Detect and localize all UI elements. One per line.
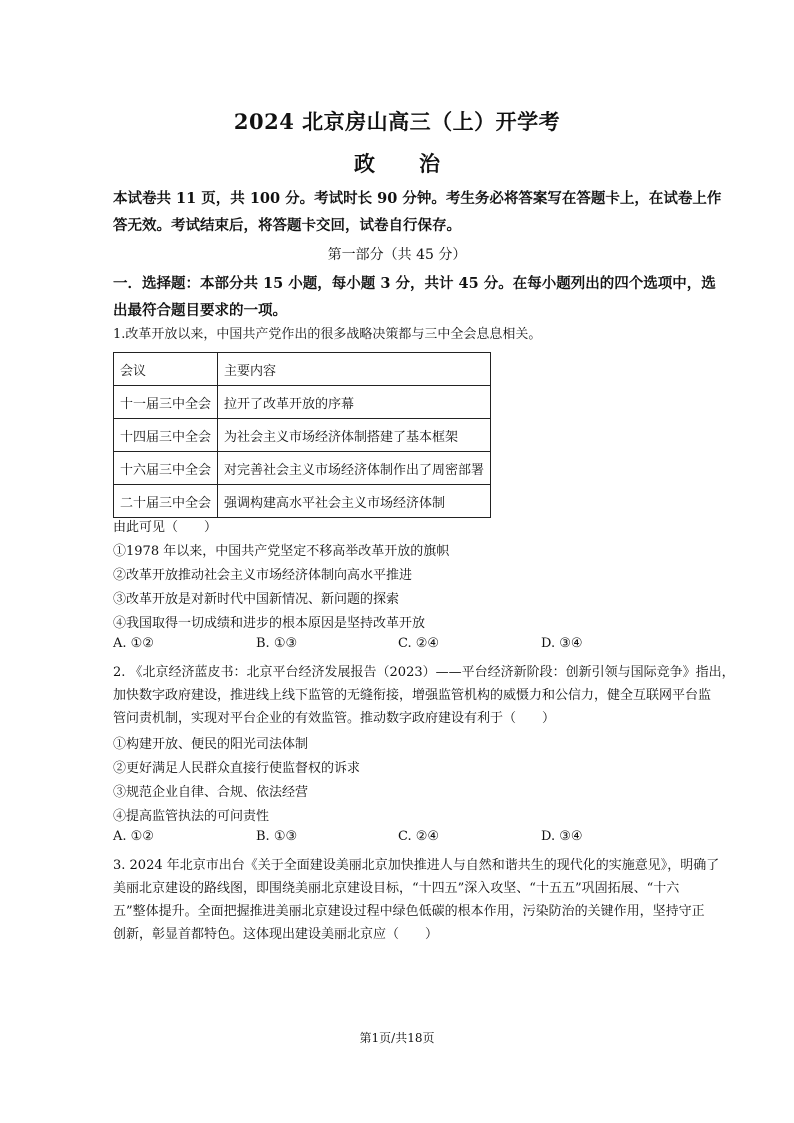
section-heading-line: 出最符合题目要求的一项。	[113, 302, 287, 319]
choice-a[interactable]: A. ①②	[113, 829, 154, 844]
question-3-stem	[113, 854, 720, 946]
table-cell: 二十届三中全会	[114, 485, 218, 518]
choice-d[interactable]: D. ③④	[541, 636, 583, 651]
statement-item: ④我国取得一切成绩和进步的根本原因是坚持改革开放	[113, 616, 426, 631]
choice-d[interactable]: D. ③④	[541, 829, 583, 844]
subject-title	[0, 148, 794, 178]
question-stem-line: 1.改革开放以来，中国共产党作出的很多战略决策都与三中全会息息相关。	[113, 327, 542, 342]
question-1-prompt: 由此可见（ ）	[113, 520, 218, 535]
table-cell: 十四届三中全会	[114, 419, 218, 452]
question-stem-line: 五”整体提升。全面把握推进美丽北京建设过程中绿色低碳的根本作用，污染防治的关键作用，坚持守正	[113, 904, 705, 919]
part-heading: 第一部分（共 45 分）	[327, 247, 467, 263]
exam-title: 2024 北京房山高三（上）开学考	[233, 109, 561, 134]
table-cell: 为社会主义市场经济体制搭建了基本框架	[218, 419, 491, 452]
question-stem-line: 管问责机制，实现对平台企业的有效监管。推动数字政府建设有利于（ ）	[113, 711, 556, 726]
choice-a[interactable]: A. ①②	[113, 636, 154, 651]
subject-char-2: 治	[419, 151, 440, 176]
table-row	[114, 485, 491, 518]
page-number-footer: 第1页/共18页	[359, 1031, 435, 1045]
table-cell: 十六届三中全会	[114, 452, 218, 485]
statement-item: ④提高监管执法的可问责性	[113, 809, 270, 824]
question-2-choices	[113, 829, 653, 852]
statement-item: ①构建开放、便民的阳光司法体制	[113, 737, 309, 752]
choice-c[interactable]: C. ②④	[398, 636, 440, 651]
instruction-line: 本试卷共 11 页，共 100 分。考试时长 90 分钟。考生务必将答案写在答题卡上，在试卷上作	[113, 190, 722, 207]
statement-item: ①1978 年以来，中国共产党坚定不移高举改革开放的旗帜	[113, 544, 450, 559]
choice-b[interactable]: B. ①③	[256, 829, 298, 844]
table-row	[114, 419, 491, 452]
table-row	[114, 386, 491, 419]
question-1-stem	[113, 323, 693, 346]
section-heading-line: 一．选择题：本部分共 15 小题，每小题 3 分，共计 45 分。在每小题列出的四个选项中，选	[113, 275, 716, 292]
question-stem-line: 2. 《北京经济蓝皮书：北京平台经济发展报告（2023）——平台经济新阶段：创新引领与国际竞争》指出，	[113, 665, 735, 680]
instruction-line: 答无效。考试结束后，将答题卡交回，试卷自行保存。	[113, 217, 461, 234]
table-cell: 十一届三中全会	[114, 386, 218, 419]
question-stem-line: 创新，彰显首都特色。这体现出建设美丽北京应（ ）	[113, 927, 439, 942]
question-stem-line: 加快数字政府建设，推进线上线下监管的无缝衔接，增强监管机构的威慑力和公信力，健全互联网平台监	[113, 688, 712, 703]
question-2-stem	[113, 661, 735, 730]
table-cell: 强调构建高水平社会主义市场经济体制	[218, 485, 491, 518]
section-heading	[113, 270, 716, 324]
choice-b[interactable]: B. ①③	[256, 636, 298, 651]
exam-instructions	[113, 185, 722, 239]
question-1-choices	[113, 636, 653, 659]
question-stem-line: 3. 2024 年北京市出台《关于全面建设美丽北京加快推进人与自然和谐共生的现代化的实施意见》，明确了	[113, 858, 720, 873]
subject-char-1: 政	[354, 151, 375, 176]
statement-item: ②改革开放推动社会主义市场经济体制向高水平推进	[113, 568, 413, 583]
statement-item: ③规范企业自律、合规、依法经营	[113, 785, 309, 800]
question-stem-line: 美丽北京建设的路线图，即围绕美丽北京建设目标，“十四五”深入攻坚、“十五五”巩固拓展、“十六	[113, 881, 680, 896]
table-row	[114, 452, 491, 485]
table-cell: 拉开了改革开放的序幕	[218, 386, 491, 419]
table-cell: 对完善社会主义市场经济体制作出了周密部署	[218, 452, 491, 485]
table-header-row	[114, 353, 491, 386]
table-header-cell: 会议	[114, 353, 218, 386]
table-header-cell: 主要内容	[218, 353, 491, 386]
meeting-table	[113, 352, 491, 518]
statement-item: ②更好满足人民群众直接行使监督权的诉求	[113, 761, 361, 776]
choice-c[interactable]: C. ②④	[398, 829, 440, 844]
statement-item: ③改革开放是对新时代中国新情况、新问题的探索	[113, 592, 400, 607]
